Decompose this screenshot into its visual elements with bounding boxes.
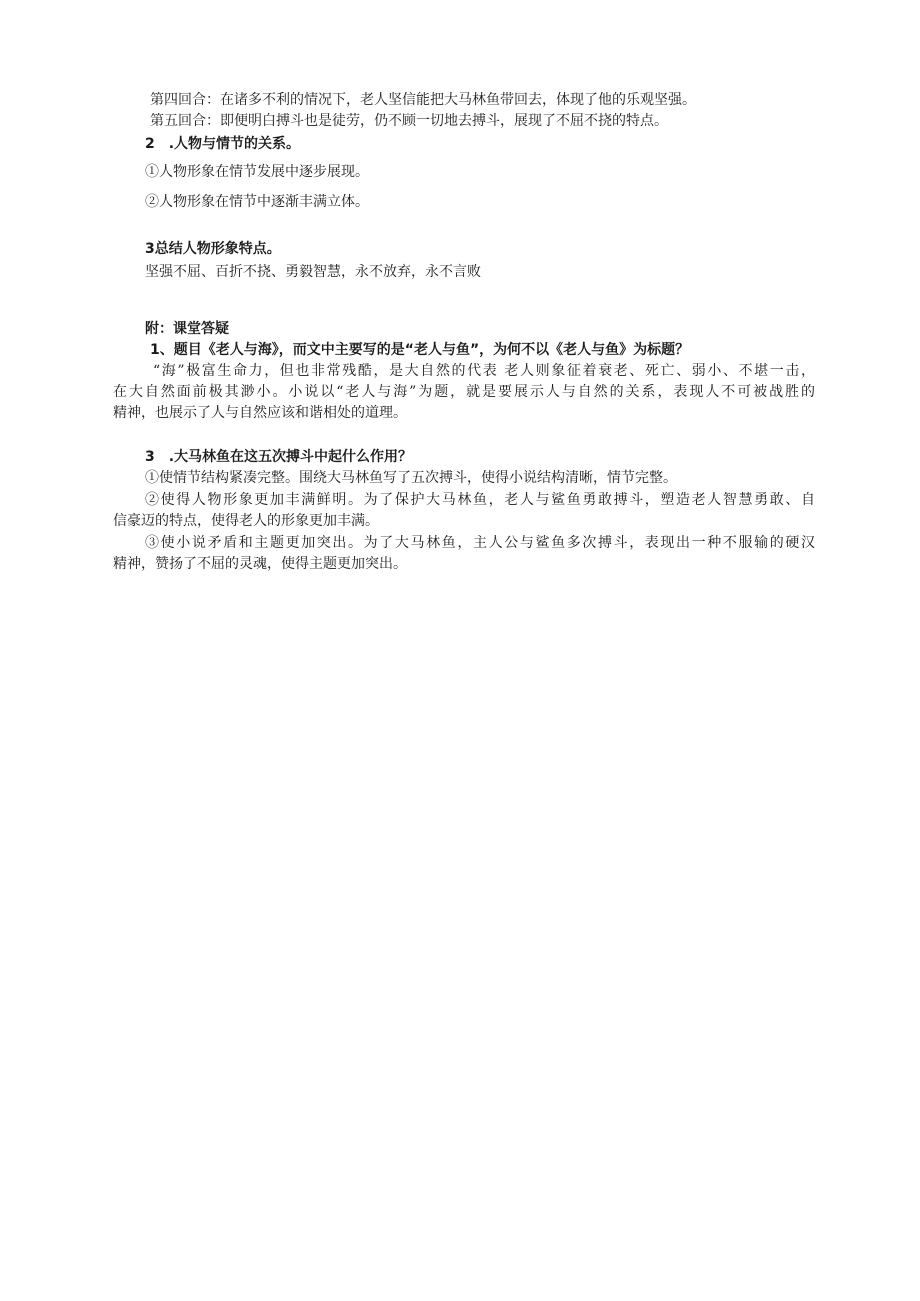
- q3-point1: ①使情节结构紧凑完整。围绕大马林鱼写了五次搏斗，使得小说结构清晰，情节完整。: [145, 470, 677, 486]
- section2-point1: ①人物形象在情节发展中逐步展现。: [145, 164, 369, 180]
- q1-question: 1、题目《老人与海》，而文中主要写的是“老人与鱼”，为何不以《老人与鱼》为标题？: [150, 342, 690, 358]
- q3-point3-line2: 精神，赞扬了不屈的灵魂，使得主题更加突出。: [113, 556, 407, 572]
- section3-text: 坚强不屈、百折不挠、勇毅智慧，永不放弃，永不言败: [145, 264, 481, 280]
- appendix-heading: 附：课堂答疑: [145, 321, 229, 337]
- q3-question: 3 .大马林鱼在这五次搏斗中起什么作用？: [145, 449, 413, 465]
- q3-point3-line1: ③使小说矛盾和主题更加突出。为了大马林鱼，主人公与鲨鱼多次搏斗，表现出一种不服输的硬汉: [145, 535, 815, 551]
- q1-answer-line3: 精神，也展示了人与自然应该和谐相处的道理。: [113, 405, 407, 421]
- q1-answer-line2: 在大自然面前极其渺小。小说以“老人与海”为题，就是要展示人与自然的关系，表现人不可被战胜的: [113, 384, 815, 400]
- section2-heading: 2 .人物与情节的关系。: [145, 136, 301, 152]
- round4-text: 第四回合：在诸多不利的情况下，老人坚信能把大马林鱼带回去，体现了他的乐观坚强。: [150, 92, 696, 108]
- q3-point2-line2: 信豪迈的特点，使得老人的形象更加丰满。: [113, 513, 379, 529]
- section3-heading: 3总结人物形象特点。: [145, 241, 281, 257]
- round5-text: 第五回合：即便明白搏斗也是徒劳，仍不顾一切地去搏斗，展现了不屈不挠的特点。: [150, 113, 668, 129]
- q1-answer-line1: “海”极富生命力，但也非常残酷，是大自然的代表 老人则象征着衰老、死亡、弱小、不堪一击，: [153, 363, 815, 379]
- section2-point2: ②人物形象在情节中逐渐丰满立体。: [145, 194, 369, 210]
- q3-point2-line1: ②使得人物形象更加丰满鲜明。为了保护大马林鱼，老人与鲨鱼勇敢搏斗，塑造老人智慧勇敢、自: [145, 492, 815, 508]
